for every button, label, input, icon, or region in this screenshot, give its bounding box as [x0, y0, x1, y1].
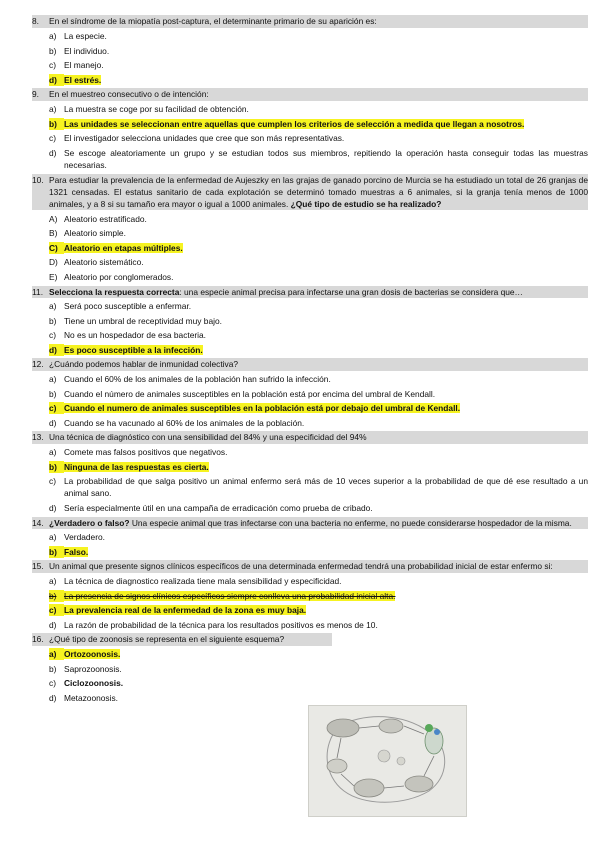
option-letter: d): [49, 147, 57, 158]
option-text: El investigador selecciona unidades que cree que son más representativas.: [64, 133, 345, 144]
option-text: Ninguna de las respuestas es cierta.: [64, 461, 209, 472]
option-letter: b): [49, 118, 64, 130]
options-list: [32, 213, 588, 284]
option-text: Las unidades se seleccionan entre aquellas que cumplen los criterios de selección a medida que llegan a nosotros.: [64, 118, 525, 129]
option-text: El estrés.: [64, 74, 102, 85]
option-text: Sería especialmente útil en una campaña de erradicación como prueba de cribado.: [64, 503, 373, 514]
option-text: La especie.: [64, 30, 107, 41]
question-9: [32, 88, 588, 100]
question-text-body: Una técnica de diagnóstico con una sensibilidad del 84% y una especificidad del 94%: [49, 432, 367, 443]
options-list: [32, 648, 588, 704]
option-text: Falso.: [64, 546, 89, 557]
option-text: Aleatorio en etapas múltiples.: [64, 242, 183, 253]
question-number: 10.: [32, 174, 44, 185]
option-e: [32, 271, 588, 283]
option-a: [32, 575, 588, 587]
option-a: [32, 531, 588, 543]
option-text: La presencia de signos clínicos específicos siempre conlleva una probabilidad inicial alta.: [64, 590, 396, 601]
option-letter: d): [49, 344, 64, 356]
option-letter: c): [49, 133, 56, 144]
option-letter: a): [49, 648, 64, 660]
option-text: Saprozoonosis.: [64, 663, 122, 674]
options-list: [32, 373, 588, 429]
option-c: [32, 475, 588, 499]
option-text: Aleatorio por conglomerados.: [64, 271, 174, 282]
option-d: [32, 147, 588, 171]
option-letter: a): [49, 30, 57, 41]
question-11: [32, 286, 588, 298]
option-text: Ciclozoonosis.: [64, 678, 124, 689]
option-letter: d): [49, 417, 57, 428]
option-a: [32, 30, 588, 42]
option-text: Comete mas falsos positivos que negativos.: [64, 447, 228, 458]
option-letter: a): [49, 532, 57, 543]
option-d: [32, 256, 588, 268]
option-b: [32, 461, 588, 473]
option-c: [32, 242, 588, 254]
question-text: [49, 431, 588, 443]
options-list: [32, 575, 588, 631]
option-letter: a): [49, 301, 57, 312]
question-text: [49, 15, 588, 27]
option-b: [32, 590, 588, 602]
question-number: 8.: [32, 16, 39, 27]
question-number: 11.: [32, 286, 44, 297]
option-b: [32, 227, 588, 239]
option-text: Aleatorio sistemático.: [64, 257, 144, 268]
option-a: [32, 300, 588, 312]
option-letter: c): [49, 476, 56, 487]
question-text: [49, 286, 588, 298]
option-letter: d): [49, 503, 57, 514]
option-letter: c): [49, 402, 64, 414]
option-letter: b): [49, 546, 64, 558]
option-text: La prevalencia real de la enfermedad de la zona es muy baja.: [64, 605, 307, 616]
option-text: Cuando el 60% de los animales de la población han sufrido la infección.: [64, 374, 331, 385]
option-c: [32, 402, 588, 414]
option-letter: b): [49, 590, 64, 602]
question-number: 9.: [32, 89, 39, 100]
question-text-body: ¿Cuándo podemos hablar de inmunidad colectiva?: [49, 359, 239, 370]
question-text-body: ¿Qué tipo de zoonosis se representa en el siguiente esquema?: [49, 634, 285, 645]
option-letter: b): [49, 388, 57, 399]
options-list: [32, 531, 588, 558]
option-c: [32, 604, 588, 616]
option-b: [32, 388, 588, 400]
option-letter: B): [49, 228, 58, 239]
option-c: [32, 677, 588, 689]
option-a: [32, 373, 588, 385]
option-letter: b): [49, 315, 57, 326]
option-a: [32, 446, 588, 458]
option-d: [32, 619, 588, 631]
option-text: La razón de probabilidad de la técnica para los resultados positivos es menos de 10.: [64, 619, 378, 630]
question-16: [32, 633, 332, 645]
option-letter: C): [49, 242, 64, 254]
option-text: El manejo.: [64, 60, 104, 71]
option-text: Se escoge aleatoriamente un grupo y se estudian todos sus miembros, repitiendo la operación hasta conseguir todas las muestras necesarias.: [64, 147, 588, 170]
question-text: [49, 174, 588, 211]
option-text: Cuando se ha vacunado al 60% de los animales de la población.: [64, 417, 305, 428]
options-list: [32, 300, 588, 356]
question-text-body: Un animal que presente signos clínicos específicos de una determinada enfermedad tendrá una probabilidad inicial de estar enfermo si:: [49, 561, 553, 572]
option-letter: a): [49, 374, 57, 385]
option-letter: d): [49, 74, 64, 86]
option-d: [32, 417, 588, 429]
question-text-body: Una especie animal que tras infectarse con una bacteria no enferme, no puede considerarse hospedador de la misma.: [129, 517, 572, 528]
option-letter: b): [49, 663, 57, 674]
question-13: [32, 431, 588, 443]
option-letter: b): [49, 461, 64, 473]
question-number: 16.: [32, 634, 44, 645]
exam-document: [32, 13, 588, 704]
question-10: [32, 174, 588, 211]
option-d: [32, 502, 588, 514]
question-text: [49, 633, 332, 645]
option-letter: d): [49, 619, 57, 630]
option-letter: d): [49, 692, 57, 703]
option-c: [32, 329, 588, 341]
option-text: Ortozoonosis.: [64, 648, 121, 659]
question-text-body: : una especie animal precisa para infectarse una gran dosis de bacterias se considera que…: [179, 286, 523, 297]
question-text: [49, 88, 588, 100]
question-text-bold: ¿Qué tipo de estudio se ha realizado?: [290, 198, 442, 209]
option-text: Metazoonosis.: [64, 692, 118, 703]
option-a: [32, 103, 588, 115]
options-list: [32, 446, 588, 514]
question-text-bold-lead: ¿Verdadero o falso?: [49, 517, 130, 528]
option-letter: c): [49, 604, 64, 616]
option-letter: E): [49, 271, 58, 282]
option-text: Tiene un umbral de receptividad muy bajo.: [64, 315, 222, 326]
option-text: El individuo.: [64, 45, 110, 56]
option-b: [32, 663, 588, 675]
option-letter: c): [49, 330, 56, 341]
option-letter: a): [49, 575, 57, 586]
option-text: Aleatorio simple.: [64, 228, 126, 239]
question-number: 14.: [32, 517, 44, 528]
question-text-body: En el síndrome de la miopatía post-captura, el determinante primario de su aparición es:: [49, 16, 377, 27]
option-letter: c): [49, 60, 56, 71]
option-letter: a): [49, 447, 57, 458]
option-text: Será poco susceptible a enfermar.: [64, 301, 192, 312]
option-b: [32, 315, 588, 327]
option-b: [32, 45, 588, 57]
option-c: [32, 59, 588, 71]
option-text: La técnica de diagnostico realizada tiene mala sensibilidad y especificidad.: [64, 575, 342, 586]
question-text: [49, 358, 588, 370]
options-list: [32, 103, 588, 171]
option-text: La muestra se coge por su facilidad de obtención.: [64, 103, 249, 114]
question-8: [32, 15, 588, 27]
option-letter: b): [49, 45, 57, 56]
option-text: No es un hospedador de esa bacteria.: [64, 330, 207, 341]
option-a: [32, 648, 588, 660]
option-d: [32, 344, 588, 356]
question-text-body: En el muestreo consecutivo o de intención:: [49, 89, 209, 100]
question-text-body: Para estudiar la prevalencia de la enfermedad de Aujeszky en las grajas de ganado porcino de Murcia se ha estudiado un total de 26 granjas de 1321 censadas. El estatus sanitario de cada explotación se determinó tomado muestras a 6 animales, si la granja tenía menos de 1000 animales, y a 8 si su tamaño era mayor o igual a 1000 animales.: [49, 174, 588, 209]
question-number: 12.: [32, 359, 44, 370]
question-text-bold-lead: Selecciona la respuesta correcta: [49, 286, 180, 297]
question-text: [49, 560, 588, 572]
option-text: Es poco susceptible a la infección.: [64, 344, 203, 355]
option-b: [32, 118, 588, 130]
option-text: Cuando el número de animales susceptibles en la población está por encima del umbral de Kendall.: [64, 388, 436, 399]
option-text: Cuando el numero de animales susceptibles en la población está por debajo del umbral de Kendall.: [64, 403, 461, 414]
option-text: Verdadero.: [64, 532, 105, 543]
option-letter: A): [49, 213, 58, 224]
question-15: [32, 560, 588, 572]
question-number: 13.: [32, 432, 44, 443]
question-text: [49, 517, 588, 529]
option-d: [32, 74, 588, 86]
zoonosis-diagram-image: [308, 705, 467, 817]
option-letter: D): [49, 257, 58, 268]
options-list: [32, 30, 588, 86]
option-letter: a): [49, 103, 57, 114]
option-letter: c): [49, 678, 56, 689]
option-c: [32, 132, 588, 144]
question-12: [32, 358, 588, 370]
question-number: 15.: [32, 561, 44, 572]
option-b: [32, 546, 588, 558]
question-14: [32, 517, 588, 529]
option-d: [32, 692, 588, 704]
option-text: La probabilidad de que salga positivo un animal enfermo será más de 10 veces superior a la probabilidad de que dé ese resultado a un animal sano.: [64, 476, 588, 499]
option-text: Aleatorio estratificado.: [64, 213, 147, 224]
option-a: [32, 213, 588, 225]
